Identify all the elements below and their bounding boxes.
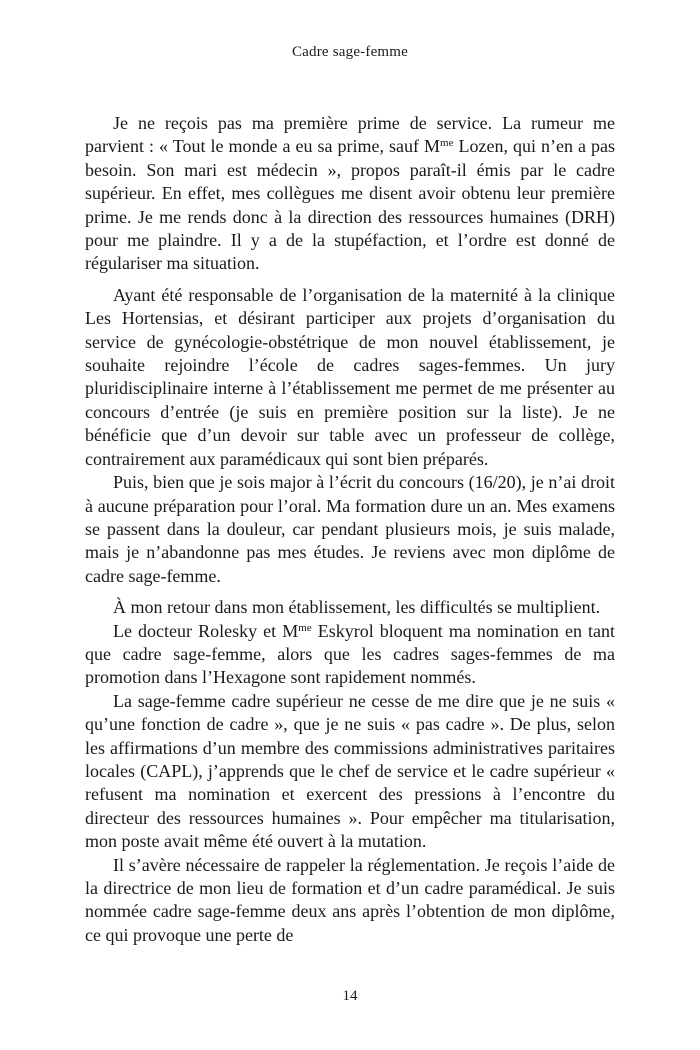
body-text (85, 112, 615, 947)
paragraph-1: Je ne reçois pas ma première prime de service. La rumeur me parvient : « Tout le monde a eu sa prime, sauf $M^{me}$ Lozen, qui n’en a pas besoin. Son mari est médecin », propos paraît-il émis par le cadre supérieur. En effet, mes collègues me disent avoir obtenu leur première prime. Je me rends donc à la direction des ressources humaines (DRH) pour me plaindre. Il y a de la stupéfaction, et l’ordre est donné de régulariser ma situation. (85, 113, 615, 274)
page-number: 14 (342, 988, 358, 1004)
paragraph-5: Le docteur Rolesky et $M^{me}$ Eskyrol bloquent ma nomination en tant que cadre sage-femme, alors que les cadres sages-femmes de ma promotion dans l’Hexagone sont rapidement nommés. (85, 620, 615, 688)
superscript-me: me (440, 137, 454, 150)
paragraph-2: Ayant été responsable de l’organisation de la maternité à la clinique Les Hortensias, et désirant participer aux projets d’organisation du service de gynécologie-obstétrique de mon nouvel établissement, je souhaite rejoindre l’école de cadres sages-femmes. Un jury pluridisciplinaire interne à l’établissement me permet de me présenter au concours d’entrée (je suis en première position sur la liste). Je ne bénéficie que d’un devoir sur table avec un professeur de collège, contrairement aux paramédicaux qui sont bien préparés. (85, 284, 615, 469)
running-head: Cadre sage-femme (291, 44, 409, 60)
paragraph-4: À mon retour dans mon établissement, les difficultés se multiplient. (113, 597, 601, 618)
paragraph-7: Il s’avère nécessaire de rappeler la réglementation. Je reçois l’aide de la directrice de mon lieu de formation et d’un cadre paramédical. Je suis nommée cadre sage-femme deux ans après l’obtention de mon diplôme, ce qui provoque une perte de (85, 854, 615, 945)
paragraph-3: Puis, bien que je sois major à l’écrit du concours (16/20), je n’ai droit à aucune préparation pour l’oral. Ma formation dure un an. Mes examens se passent dans la douleur, car pendant plusieurs mois, je suis malade, mais je n’abandonne pas mes études. Je reviens avec mon diplôme de cadre sage-femme. (85, 472, 615, 586)
paragraph-6: La sage-femme cadre supérieur ne cesse de me dire que je ne suis « qu’une fonction de cadre », que je ne suis « pas cadre ». De plus, selon les affirmations d’un membre des commissions administratives paritaires locales (CAPL), j’apprends que le chef de service et le cadre supérieur « refusent ma nomination et exercent des pressions à l’encontre du directeur des ressources humaines ». Pour empêcher ma titularisation, mon poste avait même été ouvert à la mutation. (85, 690, 615, 852)
superscript-me: me (298, 621, 312, 634)
